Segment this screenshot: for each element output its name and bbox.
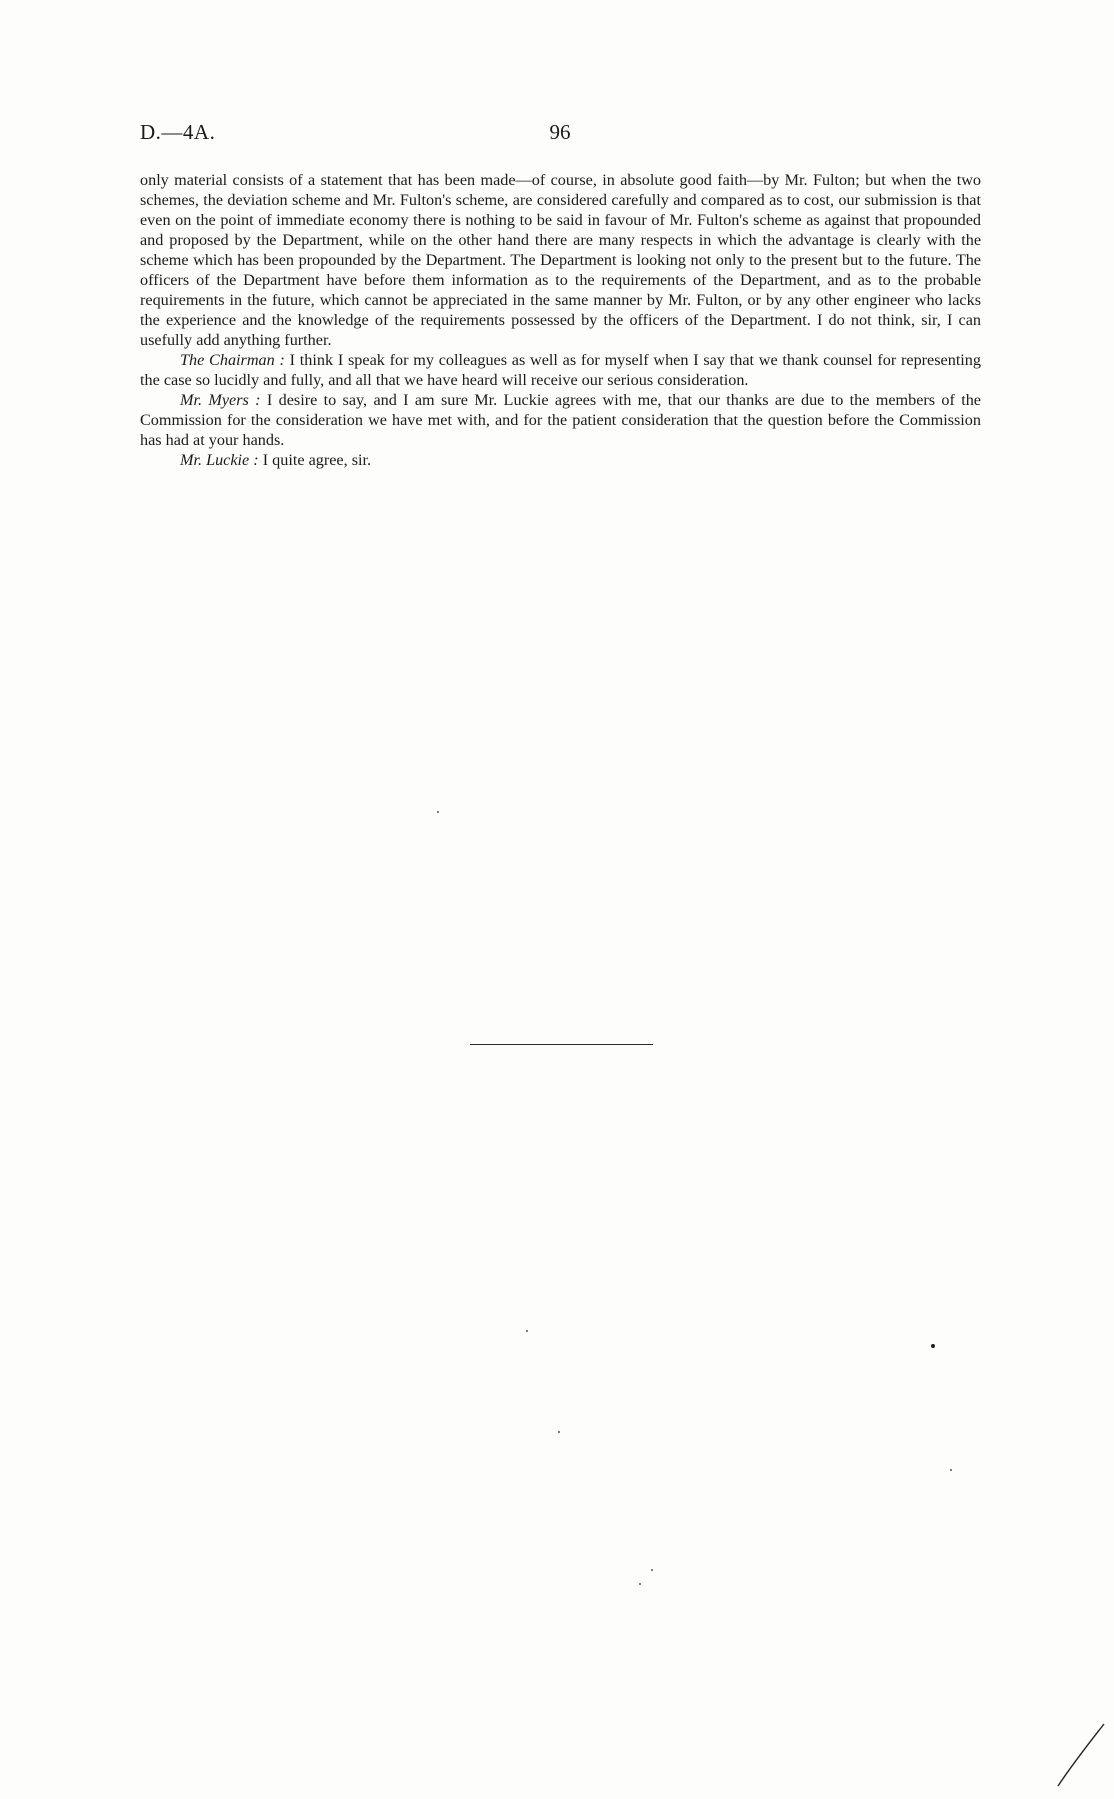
scan-speck <box>651 1569 653 1571</box>
scan-speck <box>526 1330 528 1332</box>
paragraph-continuation <box>140 170 981 350</box>
scan-speck <box>950 1469 952 1471</box>
paragraph-text: I desire to say, and I am sure Mr. Luckie agrees with me, that our thanks are due to the members of the Commission for the consideration we have met with, and for the patient consideration that the question before the Commission has had at your hands. <box>140 391 981 449</box>
paragraph-myers <box>140 390 981 450</box>
paragraph-text: I think I speak for my colleagues as well as for myself when I say that we thank counsel for representing the case so lucidly and fully, and all that we have heard will receive our serious consideration. <box>140 351 981 389</box>
scan-speck <box>639 1583 641 1585</box>
paragraph-chairman <box>140 350 981 390</box>
speaker-name: Mr. Luckie : <box>180 451 259 469</box>
paragraph-text: only material consists of a statement that has been made—of course, in absolute good faith—by Mr. Fulton; but when the two schemes, the deviation scheme and Mr. Fulton's scheme, are considered carefully and compared as to cost, our submission is that even on the point of immediate economy there is nothing to be said in favour of Mr. Fulton's scheme as against that propounded and proposed by the Department, while on the other hand there are many respects in which the advantage is clearly with the scheme which has been propounded by the Department. The Department is looking not only to the present but to the future. The officers of the Department have before them information as to the requirements of the Department, and as to the probable requirements in the future, which cannot be appreciated in the same manner by Mr. Fulton, or by any other engineer who lacks the experience and the knowledge of the requirements possessed by the officers of the Department. I do not think, sir, I can usefully add anything further. <box>140 171 981 349</box>
scan-speck <box>931 1344 935 1348</box>
pencil-mark <box>1050 1720 1110 1790</box>
speaker-name: Mr. Myers : <box>180 391 261 409</box>
body-text <box>140 170 981 470</box>
scan-speck <box>437 811 439 813</box>
speaker-name: The Chairman : <box>180 351 285 369</box>
page-number: 96 <box>549 120 571 144</box>
section-divider-rule <box>470 1044 653 1045</box>
page-header <box>140 120 980 150</box>
scan-speck <box>558 1431 560 1433</box>
paragraph-text: I quite agree, sir. <box>258 451 372 469</box>
document-reference: D.—4A. <box>140 120 216 144</box>
paragraph-luckie <box>140 450 981 470</box>
